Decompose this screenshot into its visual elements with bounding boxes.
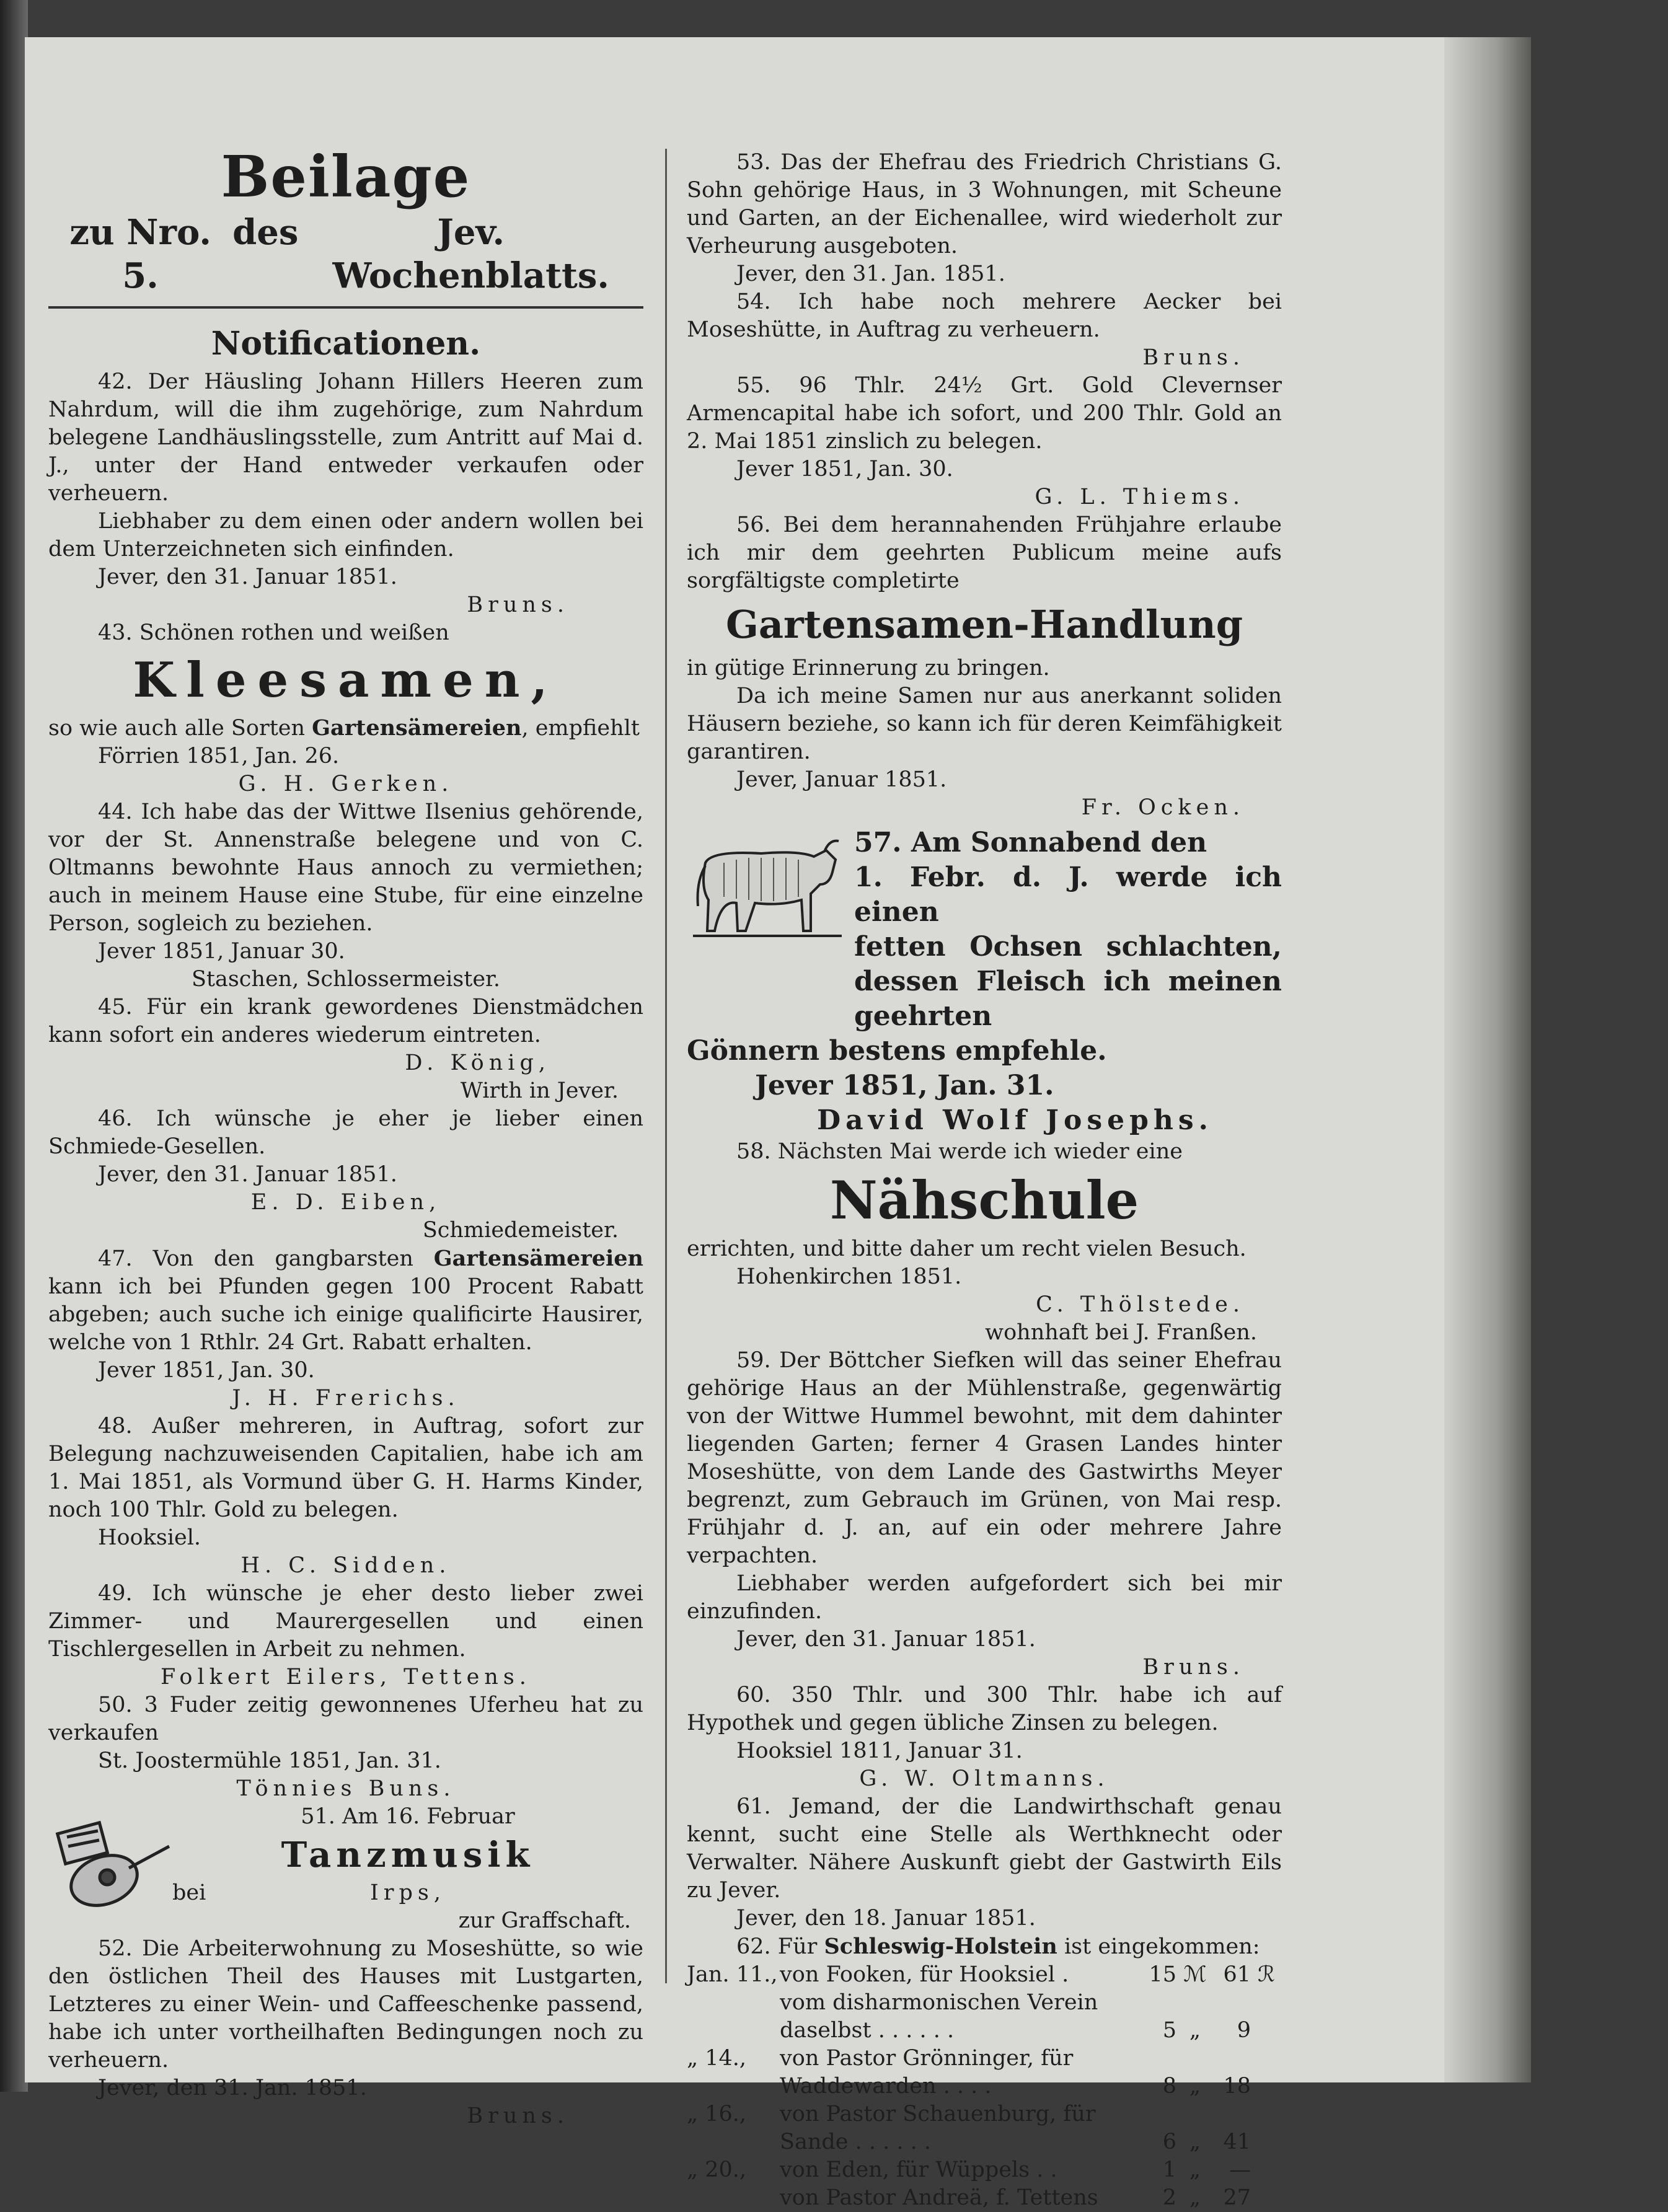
notice-56: 56. Bei dem herannahenden Frühjahre erlaube ich mir dem geehrten Publicum meine aufs sorgfältigste completirte (687, 513, 1282, 593)
guitar-icon (48, 1803, 172, 1927)
donation-text: Sande . . . . . . (780, 2130, 932, 2154)
masthead-paper: Jev. Wochenblatts. (332, 212, 609, 296)
donation-amount-2: 61 (1223, 1962, 1251, 1987)
donation-amount-2 (1214, 1989, 1251, 2017)
masthead-des: des (232, 212, 299, 253)
notice-54-signature: Bruns. (1142, 345, 1245, 370)
notice-58-display: Nähschule (829, 1170, 1139, 1231)
notice-53-date: Jever, den 31. Jan. 1851. (736, 262, 1005, 286)
section-title: Notificationen. (211, 325, 481, 363)
notice-57-line-3: fetten Ochsen schlachten, dessen Fleisch ich meinen geehrten (854, 931, 1282, 1032)
donation-row (687, 1961, 1282, 1989)
notice-46-date: Jever, den 31. Januar 1851. (98, 1162, 397, 1187)
donation-date (687, 2073, 780, 2100)
masthead-title: Beilage (221, 143, 471, 210)
notice-57-signature: David Wolf Josephs. (817, 1104, 1213, 1136)
notice-49-signature: Folkert Eilers, Tettens. (161, 1665, 531, 1690)
donation-date (687, 2017, 780, 2045)
donation-amount: 2 (1162, 2185, 1176, 2210)
ox-icon (687, 826, 848, 950)
notice-43-display: Kleesamen, (133, 652, 559, 708)
masthead-subtitle (48, 211, 643, 297)
notice-51 (48, 1803, 643, 1935)
donation-amount: 15 (1149, 1962, 1176, 1987)
donation-text: von Pastor Grönninger, für (780, 2046, 1074, 2071)
notice-48-place: Hooksiel. (98, 1525, 201, 1550)
donation-text: von Pastor Schauenburg, für (780, 2102, 1096, 2126)
donation-row (687, 2045, 1282, 2073)
notice-51-text (172, 1803, 643, 1935)
notice-57-line-1: 57. Am Sonnabend den (854, 827, 1207, 858)
notice-44-date: Jever 1851, Januar 30. (98, 939, 345, 964)
notice-56-signature: Fr. Ocken. (1081, 795, 1245, 820)
notice-47-signature: J. H. Frerichs. (232, 1386, 460, 1411)
notice-50-date: St. Joostermühle 1851, Jan. 31. (98, 1748, 441, 1773)
donation-text: daselbst . . . . . . (780, 2018, 955, 2043)
donation-text: vom disharmonischen Verein (780, 1990, 1098, 2015)
donation-date: „ 14., (687, 2046, 747, 2071)
notice-58-place: Hohenkirchen 1851. (736, 1264, 962, 1289)
notice-59-date: Jever, den 31. Januar 1851. (736, 1627, 1036, 1652)
notice-52-signature: Bruns. (467, 2104, 569, 2128)
notice-50-signature: Tönnies Buns. (236, 1776, 456, 1801)
donation-currency-2 (1251, 2045, 1282, 2073)
donation-currency: ℳ (1183, 1962, 1207, 1987)
donation-text: von Fooken, für Hooksiel . (780, 1962, 1069, 1987)
notice-56-body: in gütige Erinnerung zu bringen. (687, 656, 1050, 681)
donation-row (687, 2073, 1282, 2100)
donation-text: Waddewarden . . . . (780, 2074, 992, 2099)
donation-row (687, 2156, 1282, 2184)
donation-amount-2: 18 (1223, 2074, 1251, 2099)
donation-currency-2 (1251, 2156, 1282, 2184)
notice-46: 46. Ich wünsche je eher je lieber einen Schmiede-Gesellen. (48, 1106, 643, 1159)
donation-date (687, 2184, 780, 2212)
notice-60: 60. 350 Thlr. und 300 Thlr. habe ich auf Hypothek und gegen übliche Zinsen zu belegen. (687, 1683, 1282, 1735)
notice-55-date: Jever 1851, Jan. 30. (736, 457, 953, 482)
right-column (687, 149, 1282, 2212)
donation-date: „ 16., (687, 2102, 747, 2126)
donation-amount-2: — (1229, 2157, 1251, 2182)
donation-row (687, 2184, 1282, 2212)
notice-47-date: Jever 1851, Jan. 30. (98, 1358, 315, 1383)
notice-43: 43. Schönen rothen und weißen (98, 620, 449, 645)
donation-currency-2 (1251, 1989, 1282, 2017)
notice-59: 59. Der Böttcher Siefken will das seiner Ehefrau gehörige Haus an der Mühlenstraße, gegenwärtig von der Wittwe Hummel bewohnt, mit dem dahinter liegenden Garten; ferner 4 Grasen Landes hinter Moseshütte, von dem Lande des Gastwirths Meyer begrenzt, zum Gebrauch im Grünen, von Mai resp. Frühjahr d. J. an, auf ein oder mehrere Jahre verpachten. (687, 1348, 1282, 1568)
donation-currency-2 (1251, 2100, 1282, 2128)
notice-62: 62. Für Schleswig-Holstein ist eingekommen: (736, 1934, 1260, 1959)
donation-text: von Eden, für Wüppels . . (780, 2157, 1057, 2182)
donation-amount-2: 27 (1223, 2185, 1251, 2210)
notice-58-signature: C. Thölstede. (1036, 1292, 1245, 1317)
donation-currency-2 (1251, 2073, 1282, 2100)
notice-47: 47. Von den gangbarsten Gartensämereien kann ich bei Pfunden gegen 100 Procent Rabatt abgeben; auch suche ich einige qualificirte Hausirer, welche von 1 Rthlr. 24 Grt. Rabatt erhalten. (48, 1246, 643, 1355)
notice-53: 53. Das der Ehefrau des Friedrich Christians G. Sohn gehörige Haus, in 3 Wohnungen, mit Scheune und Garten, an der Eichenallee, wird wiederholt zur Verheurung ausgeboten. (687, 150, 1282, 258)
donation-currency (1176, 2100, 1214, 2128)
notice-50: 50. 3 Fuder zeitig gewonnenes Uferheu hat zu verkaufen (48, 1693, 643, 1745)
scan-background (0, 0, 28, 2092)
notice-61-date: Jever, den 18. Januar 1851. (736, 1906, 1036, 1931)
notice-45: 45. Für ein krank gewordenes Dienstmädchen kann sofort ein anderes wiederum eintreten. (48, 995, 643, 1047)
notice-46-signature-2: Schmiedemeister. (422, 1218, 619, 1243)
donation-row (687, 2128, 1282, 2156)
notice-58-body: errichten, und bitte daher um recht vielen Besuch. (687, 1236, 1247, 1261)
donation-row (687, 2100, 1282, 2128)
notice-56-body-2: Da ich meine Samen nur aus anerkannt soliden Häusern beziehe, so kann ich für deren Keimfähigkeit garantiren. (687, 684, 1282, 764)
notice-48-signature: H. C. Sidden. (240, 1553, 451, 1578)
notice-56-date: Jever, Januar 1851. (736, 767, 947, 792)
donation-row (687, 1989, 1282, 2017)
donation-currency: „ (1189, 2130, 1201, 2154)
notice-58-signature-2: wohnhaft bei J. Franßen. (985, 1320, 1257, 1345)
notice-43-date: Förrien 1851, Jan. 26. (98, 744, 340, 769)
donation-currency (1176, 1989, 1214, 2017)
notice-55: 55. 96 Thlr. 24½ Grt. Gold Clevernser Armencapital habe ich sofort, und 200 Thlr. Gold an 2. Mai 1851 zinslich zu belegen. (687, 373, 1282, 454)
notice-42-date: Jever, den 31. Januar 1851. (98, 565, 397, 589)
donation-amount: 8 (1162, 2074, 1176, 2099)
notice-44-signature: Staschen, Schlossermeister. (191, 967, 501, 992)
notice-46-signature: E. D. Eiben, (250, 1190, 441, 1215)
donation-currency: „ (1189, 2074, 1201, 2099)
notice-43-signature: G. H. Gerken. (238, 772, 454, 796)
donation-amount: 1 (1162, 2157, 1176, 2182)
donation-currency-2: ℛ (1258, 1962, 1275, 1987)
masthead-issue: zu Nro. 5. (69, 212, 211, 296)
notice-54: 54. Ich habe noch mehrere Aecker bei Moseshütte, in Auftrag zu verheuern. (687, 289, 1282, 342)
donation-amount-2: 9 (1237, 2018, 1251, 2043)
donation-amount: 6 (1162, 2130, 1176, 2154)
notice-57-text (848, 826, 1282, 1034)
column-divider (665, 149, 667, 1983)
donation-amount (1139, 1989, 1176, 2017)
donation-currency-2 (1251, 2184, 1282, 2212)
donation-date (687, 1989, 780, 2017)
notice-48: 48. Außer mehreren, in Auftrag, sofort zur Belegung nachzuweisenden Capitalien, habe ich am 1. Mai 1851, als Vormund über G. H. Harms Kinder, noch 100 Thlr. Gold zu belegen. (48, 1414, 643, 1522)
notice-42-body: Liebhaber zu dem einen oder andern wollen bei dem Unterzeichneten sich einfinden. (48, 509, 643, 562)
donation-currency: „ (1189, 2185, 1201, 2210)
notice-51-bei: bei (172, 1880, 206, 1905)
notice-60-signature: G. W. Oltmanns. (859, 1766, 1110, 1791)
notice-57-line-2: 1. Febr. d. J. werde ich einen (854, 861, 1282, 928)
donation-row (687, 2017, 1282, 2045)
notice-49: 49. Ich wünsche je eher desto lieber zwei Zimmer- und Maurergesellen und einen Tischlergesellen in Arbeit zu nehmen. (48, 1581, 643, 1662)
donation-list (687, 1961, 1282, 2212)
donation-amount (1139, 2045, 1176, 2073)
donation-currency: „ (1189, 2018, 1201, 2043)
notice-60-date: Hooksiel 1811, Januar 31. (736, 1738, 1023, 1763)
donation-currency-2 (1251, 2128, 1282, 2156)
notice-57 (687, 826, 1282, 1034)
donation-amount-2: 41 (1223, 2130, 1251, 2154)
donation-date: „ 20., (687, 2157, 747, 2182)
notice-43-body: so wie auch alle Sorten Gartensämereien, empfiehlt (48, 715, 640, 741)
notice-57-date: Jever 1851, Jan. 31. (755, 1070, 1054, 1101)
notice-51-place: zur Graffschaft. (458, 1908, 631, 1933)
page-edge (1444, 37, 1531, 2082)
notice-57-line-4: Gönnern bestens empfehle. (687, 1035, 1107, 1067)
masthead-rule (48, 306, 643, 309)
notice-56-display: Gartensamen-Handlung (725, 602, 1243, 647)
donation-amount-2 (1214, 2100, 1251, 2128)
notice-51-line: 51. Am 16. Februar (301, 1804, 515, 1829)
donation-text: von Pastor Andreä, f. Tettens (780, 2185, 1098, 2210)
notice-61: 61. Jemand, der die Landwirthschaft genau kennt, sucht eine Stelle als Werthknecht oder Verwalter. Nähere Auskunft giebt der Gastwirth Eils zu Jever. (687, 1794, 1282, 1903)
donation-currency (1176, 2045, 1214, 2073)
notice-52-date: Jever, den 31. Jan. 1851. (98, 2076, 367, 2100)
notice-42: 42. Der Häusling Johann Hillers Heeren zum Nahrdum, will die ihm zugehörige, zum Nahrdum belegene Landhäuslingsstelle, zum Antritt auf Mai d. J., unter der Hand entweder verkaufen oder verheuern. (48, 369, 643, 506)
donation-currency: „ (1189, 2157, 1201, 2182)
donation-amount-2 (1214, 2045, 1251, 2073)
notice-51-host: Irps, (369, 1880, 446, 1905)
notice-45-signature: D. König, (405, 1051, 550, 1075)
notice-59-signature: Bruns. (1142, 1655, 1245, 1680)
notice-51-display: Tanzmusik (281, 1835, 535, 1875)
notice-45-signature-2: Wirth in Jever. (460, 1078, 619, 1103)
notice-42-signature: Bruns. (467, 593, 569, 617)
notice-44: 44. Ich habe das der Wittwe Ilsenius gehörende, vor der St. Annenstraße belegene und von C. Oltmanns bewohnte Haus annoch zu vermiethen; auch in meinem Hause eine Stube, für eine einzelne Person, sogleich zu beziehen. (48, 800, 643, 936)
donation-date: Jan. 11., (687, 1962, 778, 1987)
donation-amount: 5 (1162, 2018, 1176, 2043)
left-column (48, 143, 643, 2130)
donation-amount (1139, 2100, 1176, 2128)
notice-59-body: Liebhaber werden aufgefordert sich bei mir einzufinden. (687, 1571, 1282, 1624)
notice-58: 58. Nächsten Mai werde ich wieder eine (736, 1139, 1183, 1164)
donation-date (687, 2128, 780, 2156)
notice-52: 52. Die Arbeiterwohnung zu Moseshütte, so wie den östlichen Theil des Hauses mit Lustgarten, Letzteres zu einer Wein- und Caffeeschenke passend, habe ich unter vortheilhaften Bedingungen noch zu verheuern. (48, 1936, 643, 2073)
donation-currency-2 (1251, 2017, 1282, 2045)
notice-55-signature: G. L. Thiems. (1035, 485, 1245, 509)
